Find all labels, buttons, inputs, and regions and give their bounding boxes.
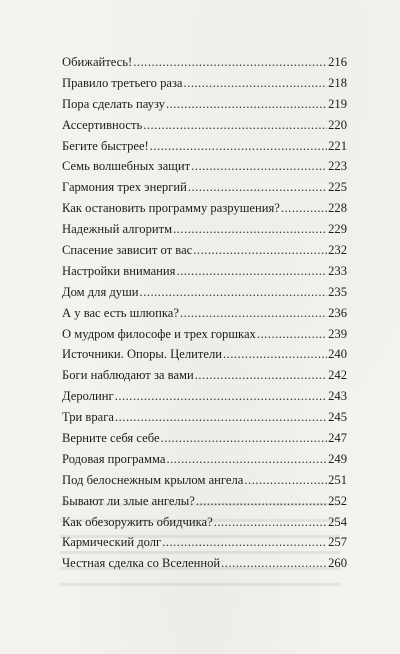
toc-entry-page: 254 <box>328 514 347 529</box>
toc-entry <box>62 553 347 574</box>
toc-entry <box>62 344 347 365</box>
toc-entry-title: Родовая программа <box>62 451 166 466</box>
toc-entry <box>62 449 347 470</box>
toc-entry-title: Обижайтесь! <box>62 55 133 69</box>
toc-entry <box>62 303 347 324</box>
toc-entry-page: 221 <box>328 138 347 153</box>
toc-entry <box>62 470 347 491</box>
toc-entry-title: Боги наблюдают за вами <box>62 368 194 383</box>
dot-leader <box>257 324 327 345</box>
dot-leader <box>193 240 327 261</box>
toc-entry-page: 225 <box>328 180 347 195</box>
toc-entry <box>62 94 347 115</box>
table-of-contents <box>62 52 347 574</box>
toc-entry <box>62 198 347 219</box>
dot-leader <box>162 532 327 553</box>
toc-entry-title: Семь волшебных защит <box>62 159 191 174</box>
dot-leader <box>244 470 327 491</box>
toc-entry-title: Ассертивность <box>62 117 143 132</box>
toc-entry-title: Бывают ли злые ангелы? <box>62 493 195 508</box>
toc-entry <box>62 532 347 553</box>
dot-leader <box>196 491 327 512</box>
toc-entry-title: Верните себя себе <box>62 431 160 446</box>
dot-leader <box>214 512 327 533</box>
toc-entry-page: 242 <box>328 368 347 383</box>
dot-leader <box>221 553 327 574</box>
toc-entry-title: Спасение зависит от вас <box>62 243 193 258</box>
toc-entry <box>62 428 347 449</box>
toc-entry-page: 229 <box>328 222 347 237</box>
dot-leader <box>150 136 327 157</box>
toc-entry-title: Правило третьего раза <box>62 75 183 90</box>
toc-entry-page: 236 <box>328 305 347 320</box>
toc-entry-title: Кармический долг <box>62 535 162 550</box>
toc-entry-title: Источники. Опоры. Целители <box>62 347 222 362</box>
toc-entry <box>62 386 347 407</box>
dot-leader <box>184 73 328 94</box>
toc-entry-page: 232 <box>328 243 347 258</box>
toc-entry-title: Деролинг <box>62 389 114 404</box>
toc-entry <box>62 136 347 157</box>
bleed-line <box>60 583 340 586</box>
toc-entry-page: 245 <box>328 410 347 425</box>
toc-entry-page: 235 <box>328 284 347 299</box>
toc-entry <box>62 73 347 94</box>
dot-leader <box>223 344 327 365</box>
dot-leader <box>188 177 327 198</box>
dot-leader <box>140 282 328 303</box>
toc-entry-page: 218 <box>328 75 347 90</box>
toc-entry-page: 233 <box>328 263 347 278</box>
toc-entry-page: 220 <box>328 117 347 132</box>
dot-leader <box>173 219 327 240</box>
dot-leader <box>133 52 327 73</box>
toc-entry <box>62 491 347 512</box>
toc-entry <box>62 52 347 73</box>
toc-entry-page: 252 <box>328 493 347 508</box>
toc-entry <box>62 115 347 136</box>
toc-entry <box>62 219 347 240</box>
toc-entry <box>62 177 347 198</box>
toc-entry-page: 223 <box>328 159 347 174</box>
toc-entry-page: 257 <box>328 535 347 550</box>
toc-entry-page: 251 <box>328 472 347 487</box>
toc-entry <box>62 365 347 386</box>
toc-entry <box>62 261 347 282</box>
toc-entry-title: Бегите быстрее! <box>62 138 149 153</box>
dot-leader <box>166 449 327 470</box>
toc-entry-page: 249 <box>328 451 347 466</box>
toc-entry-title: Как обезоружить обидчика? <box>62 514 213 529</box>
toc-entry <box>62 407 347 428</box>
dot-leader <box>166 94 327 115</box>
dot-leader <box>180 303 327 324</box>
toc-entry-page: 260 <box>328 556 347 571</box>
toc-entry <box>62 240 347 261</box>
dot-leader <box>161 428 328 449</box>
dot-leader <box>195 365 327 386</box>
toc-entry-title: Как остановить программу разрушения? <box>62 201 280 216</box>
toc-entry-title: Настройки внимания <box>62 263 176 278</box>
dot-leader <box>191 156 327 177</box>
dot-leader <box>143 115 327 136</box>
toc-entry-title: О мудром философе и трех горшках <box>62 326 256 341</box>
toc-entry <box>62 324 347 345</box>
toc-entry-title: Пора сделать паузу <box>62 96 165 111</box>
toc-entry-page: 216 <box>328 55 347 69</box>
toc-entry-page: 240 <box>328 347 347 362</box>
toc-entry-title: Надежный алгоритм <box>62 222 173 237</box>
dot-leader <box>281 198 327 219</box>
toc-entry-title: Под белоснежным крылом ангела <box>62 472 244 487</box>
toc-entry-title: Честная сделка со Вселенной <box>62 556 221 571</box>
toc-entry <box>62 512 347 533</box>
toc-entry-page: 247 <box>328 431 347 446</box>
dot-leader <box>115 407 327 428</box>
toc-entry-page: 243 <box>328 389 347 404</box>
toc-entry-title: Три врага <box>62 410 114 425</box>
toc-entry-page: 219 <box>328 96 347 111</box>
toc-entry-title: Гармония трех энергий <box>62 180 187 195</box>
dot-leader <box>176 261 327 282</box>
toc-entry <box>62 282 347 303</box>
dot-leader <box>115 386 327 407</box>
toc-entry-page: 228 <box>328 201 347 216</box>
toc-entry-page: 239 <box>328 326 347 341</box>
toc-entry-title: А у вас есть шлюпка? <box>62 305 179 320</box>
toc-entry <box>62 156 347 177</box>
toc-entry-title: Дом для души <box>62 284 139 299</box>
